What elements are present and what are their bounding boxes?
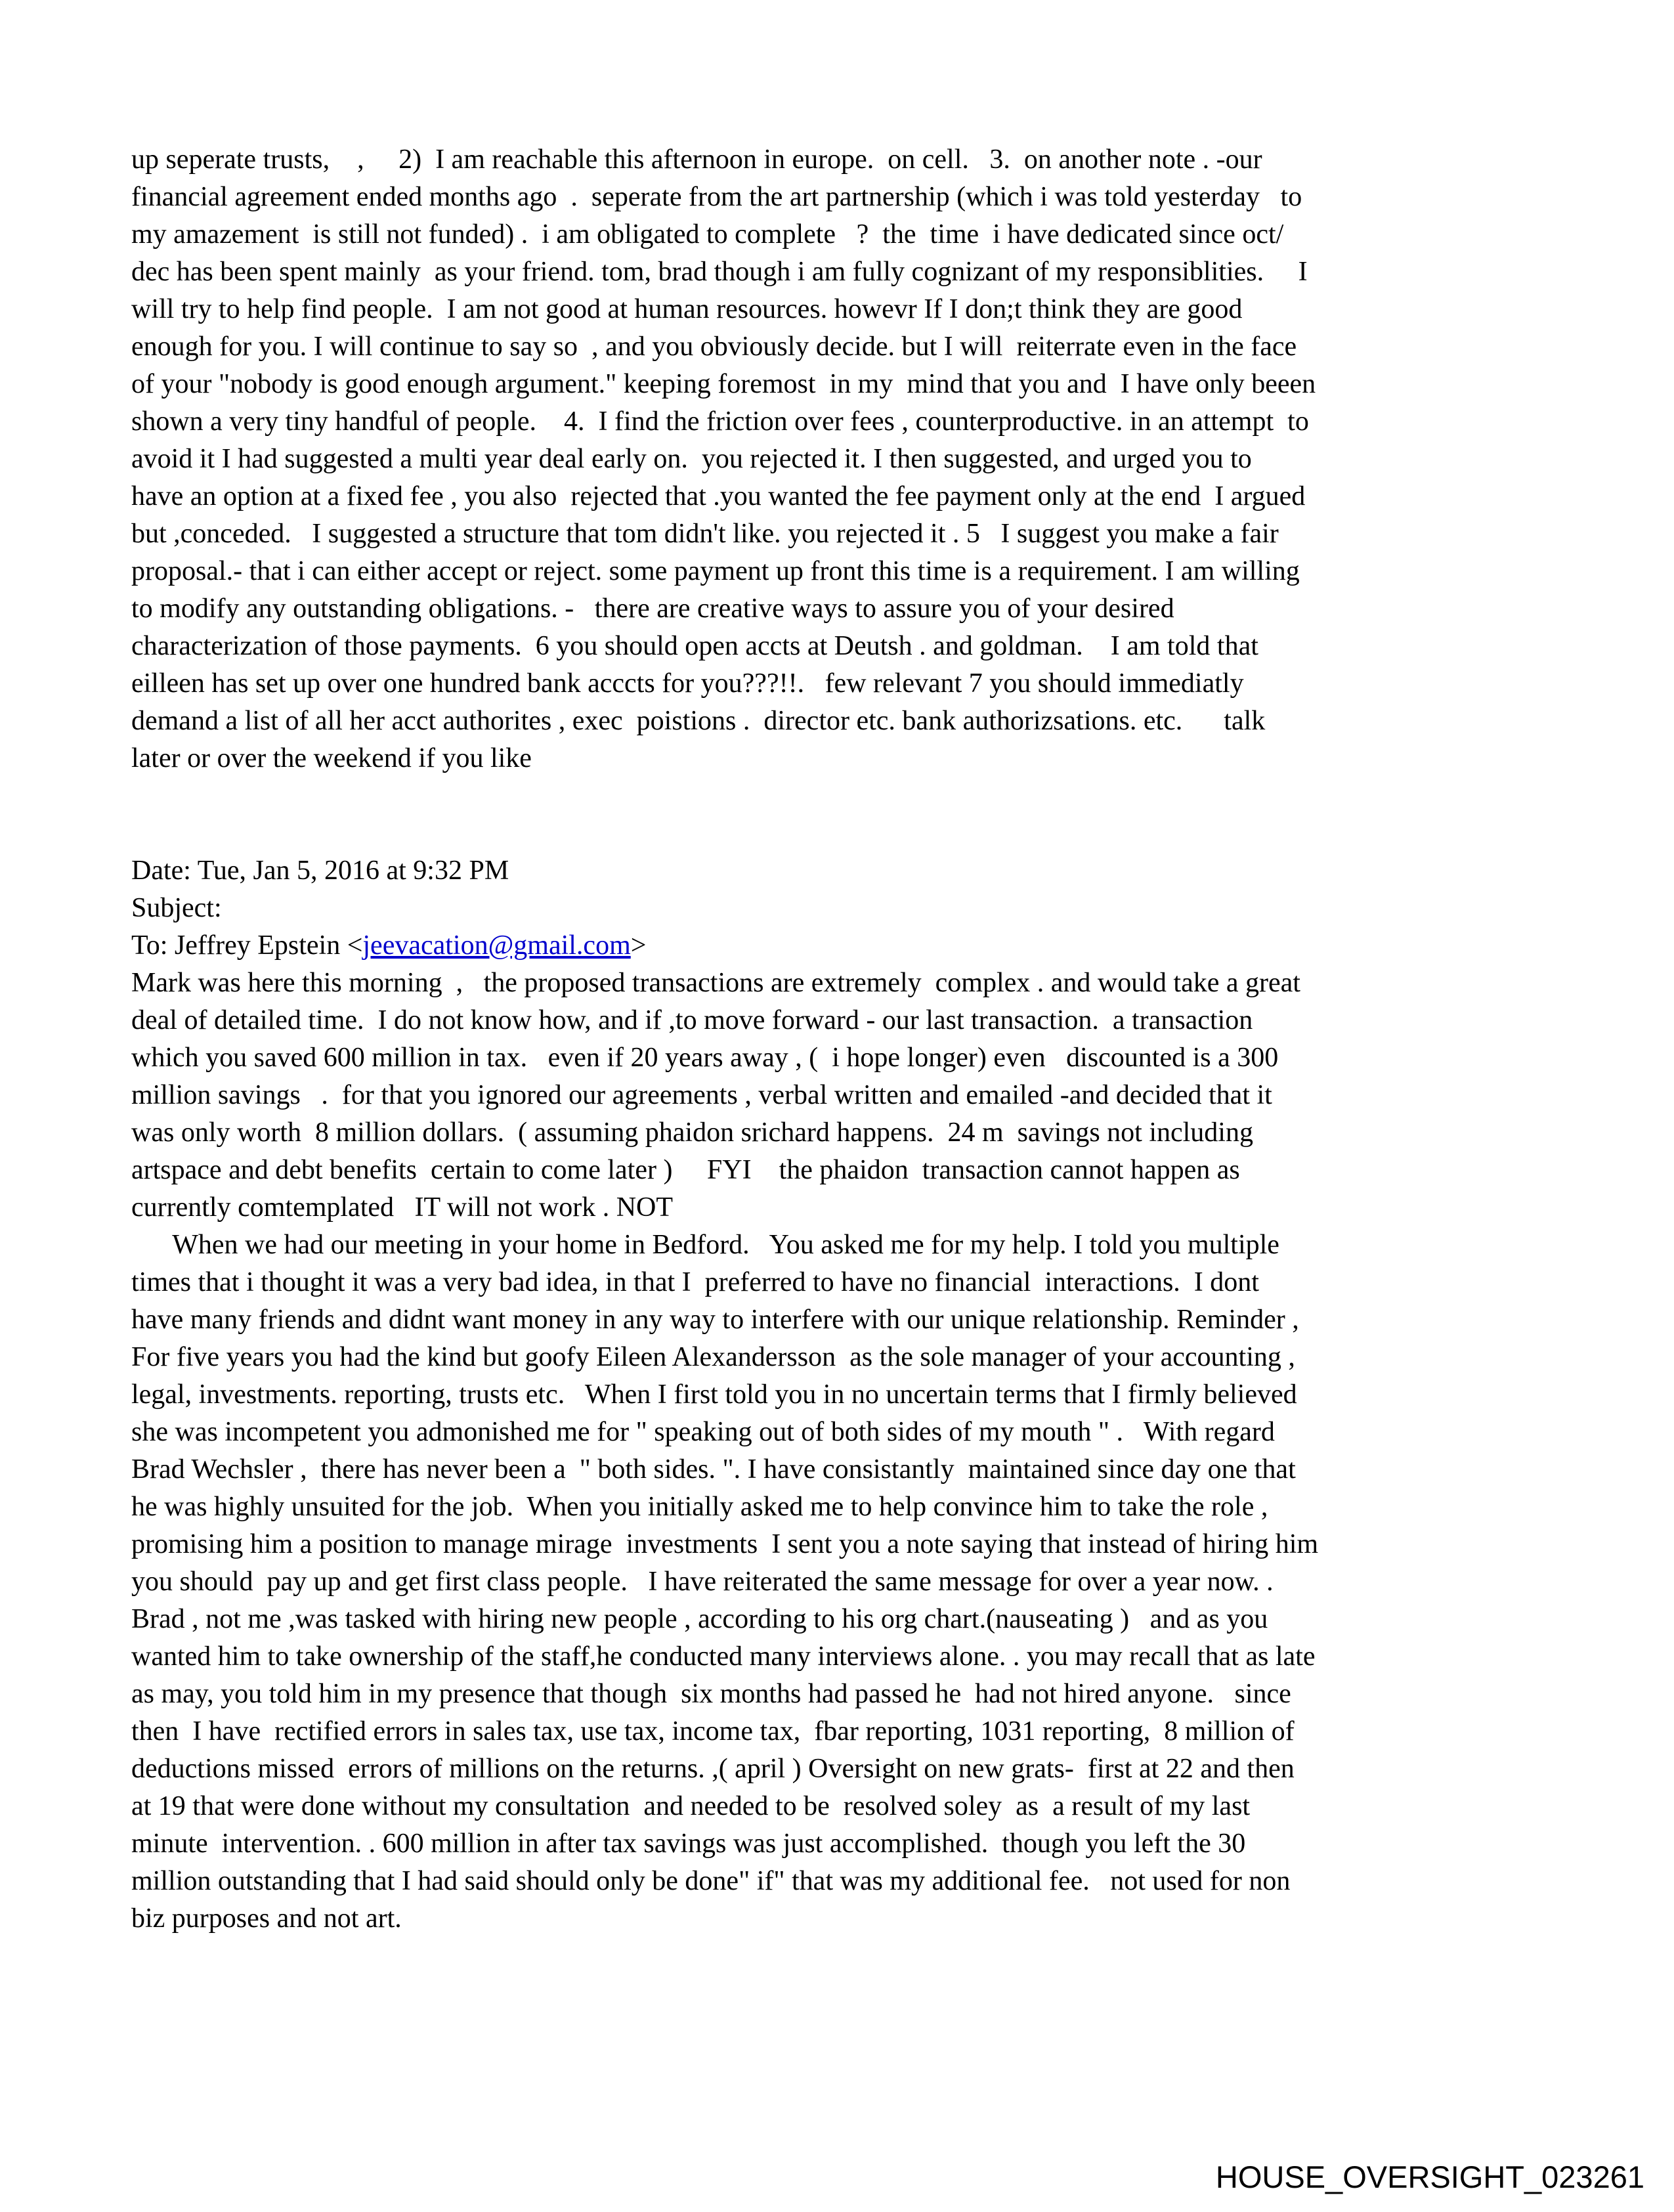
text-line: enough for you. I will continue to say so , and you obviously decide. but I will reiterrate even in the face — [131, 332, 1297, 362]
email-date-line: Date: Tue, Jan 5, 2016 at 9:32 PM — [131, 856, 509, 886]
email-to-line — [131, 927, 1576, 965]
text-line: up seperate trusts, , 2) I am reachable this afternoon in europe. on cell. 3. on another note . -our — [131, 144, 1262, 175]
text-line: proposal.- that i can either accept or reject. some payment up front this time is a requirement. I am willing — [131, 556, 1300, 586]
text-line: avoid it I had suggested a multi year deal early on. you rejected it. I then suggested, and urged you to — [131, 444, 1252, 474]
text-line: he was highly unsuited for the job. When you initially asked me to help convince him to take the role , — [131, 1492, 1268, 1522]
text-line: of your "nobody is good enough argument." keeping foremost in my mind that you and I have only beeen — [131, 369, 1316, 399]
text-line: demand a list of all her acct authorites , exec poistions . director etc. bank authorizsations. etc. talk — [131, 706, 1266, 736]
text-line: Mark was here this morning , the proposed transactions are extremely complex . and would take a great — [131, 968, 1300, 998]
text-line: artspace and debt benefits certain to come later ) FYI the phaidon transaction cannot happen as — [131, 1155, 1240, 1185]
text-line: promising him a position to manage mirage investments I sent you a note saying that instead of hiring him — [131, 1529, 1319, 1559]
text-line: was only worth 8 million dollars. ( assuming phaidon srichard happens. 24 m savings not including — [131, 1117, 1253, 1148]
blank-gap — [131, 777, 1576, 852]
email-paragraph-transactions — [131, 965, 1576, 1226]
text-line: to modify any outstanding obligations. - there are creative ways to assure you of your desired — [131, 594, 1174, 624]
text-line: wanted him to take ownership of the staff,he conducted many interviews alone. . you may recall that as late — [131, 1641, 1316, 1672]
email-paragraph-numbered-points — [131, 141, 1576, 777]
text-line: million savings . for that you ignored our agreements , verbal written and emailed -and decided that it — [131, 1080, 1272, 1110]
text-line: which you saved 600 million in tax. even if 20 years away , ( i hope longer) even discounted is a 300 — [131, 1043, 1279, 1073]
text-line: financial agreement ended months ago . seperate from the art partnership (which i was told yesterday to — [131, 182, 1302, 212]
recipient-email-link[interactable]: jeevacation@gmail.com — [362, 930, 631, 961]
text-line: but ,conceded. I suggested a structure that tom didn't like. you rejected it . 5 I suggest you make a fair — [131, 519, 1279, 549]
text-line: she was incompetent you admonished me for " speaking out of both sides of my mouth " . With regard — [131, 1417, 1275, 1447]
text-line: eilleen has set up over one hundred bank acccts for you???!!. few relevant 7 you should immediatly — [131, 668, 1244, 699]
text-line: then I have rectified errors in sales tax, use tax, income tax, fbar reporting, 1031 reporting, 8 million of — [131, 1716, 1295, 1746]
text-line: shown a very tiny handful of people. 4. I find the friction over fees , counterproductive. in an attempt to — [131, 406, 1309, 437]
text-line: dec has been spent mainly as your friend. tom, brad though i am fully cognizant of my responsiblities. I — [131, 257, 1308, 287]
text-line: million outstanding that I had said should only be done" if" that was my additional fee. not used for non — [131, 1866, 1291, 1896]
text-line: you should pay up and get first class people. I have reiterated the same message for over a year now. . — [131, 1567, 1274, 1597]
text-line: at 19 that were done without my consultation and needed to be resolved soley as a result of my last — [131, 1791, 1251, 1821]
text-line: as may, you told him in my presence that though six months had passed he had not hired anyone. since — [131, 1679, 1291, 1709]
text-line: deal of detailed time. I do not know how, and if ,to move forward - our last transaction. a transaction — [131, 1005, 1253, 1035]
text-line: have many friends and didnt want money in any way to interfere with our unique relationship. Reminder , — [131, 1305, 1299, 1335]
text-line: For five years you had the kind but goofy Eileen Alexandersson as the sole manager of your accounting , — [131, 1342, 1295, 1372]
bates-stamp: HOUSE_OVERSIGHT_023261 — [1215, 2159, 1644, 2194]
text-line: my amazement is still not funded) . i am obligated to complete ? the time i have dedicated since oct/ — [131, 219, 1284, 249]
text-line: deductions missed errors of millions on the returns. ,( april ) Oversight on new grats- first at 22 and then — [131, 1754, 1295, 1784]
text-line: have an option at a fixed fee , you also rejected that .you wanted the fee payment only at the end I argued — [131, 481, 1306, 511]
text-line: will try to help find people. I am not good at human resources. howevr If I don;t think they are good — [131, 294, 1243, 324]
text-line: later or over the weekend if you like — [131, 743, 532, 773]
email-subject-line: Subject: — [131, 893, 222, 923]
text-line: Brad , not me ,was tasked with hiring new people , according to his org chart.(nauseating ) and as you — [131, 1604, 1268, 1634]
email-text — [131, 141, 1576, 1938]
text-line: minute intervention. . 600 million in after tax savings was just accomplished. though you left the 30 — [131, 1829, 1246, 1859]
text-line: legal, investments. reporting, trusts etc. When I first told you in no uncertain terms that I firmly believed — [131, 1379, 1297, 1410]
email-to-suffix: > — [630, 930, 647, 961]
text-line: characterization of those payments. 6 you should open accts at Deutsh . and goldman. I am told that — [131, 631, 1258, 661]
text-line: currently comtemplated IT will not work . NOT — [131, 1192, 674, 1223]
email-to-prefix: To: Jeffrey Epstein < — [131, 930, 363, 961]
text-line: biz purposes and not art. — [131, 1903, 402, 1934]
text-line: times that i thought it was a very bad idea, in that I preferred to have no financial interactions. I dont — [131, 1267, 1259, 1297]
text-line: When we had our meeting in your home in Bedford. You asked me for my help. I told you multiple — [131, 1230, 1279, 1260]
email-paragraph-bedford-meeting — [131, 1226, 1576, 1938]
text-line: Brad Wechsler , there has never been a " both sides. ". I have consistantly maintained since day one that — [131, 1454, 1296, 1485]
